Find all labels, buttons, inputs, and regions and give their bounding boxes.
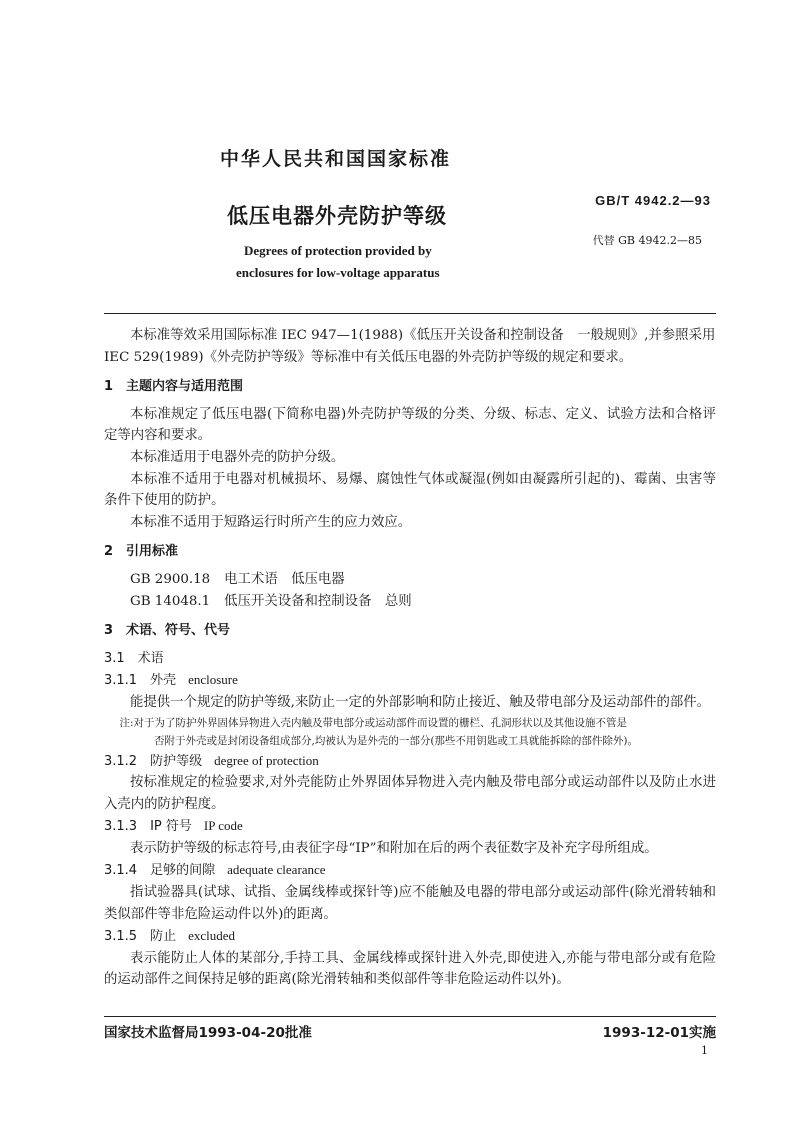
page-number: 1	[701, 1044, 708, 1057]
term-cn: 3.1.2 防护等级	[104, 753, 203, 769]
term-3-1-4-definition: 指试验器具(试球、试指、金属线棒或探针等)应不能触及电器的带电部分或运动部件(除光滑转轴和类似部件等非危险运动件以外)的距离。	[104, 885, 716, 922]
reference-title: 低压开关设备和控制设备 总则	[224, 593, 412, 609]
footer-divider	[104, 1016, 716, 1017]
term-3-1-1	[104, 669, 716, 692]
section-1-p1: 本标准规定了低压电器(下简称电器)外壳防护等级的分类、分级、标志、定义、试验方法和合格评定等内容和要求。	[104, 406, 716, 444]
section-3-heading: 3 术语、符号、代号	[104, 623, 231, 639]
note-line1: 注:对于为了防护外界固体异物进入壳内触及带电部分或运动部件而设置的栅栏、孔洞形状以及其他设施不管是	[119, 716, 628, 729]
term-3-1-2-definition: 按标准规定的检验要求,对外壳能防止外界固体异物进入壳内触及带电部分或运动部件以及防止水进入壳内的防护程度。	[104, 775, 716, 812]
reference-item	[104, 591, 716, 613]
standard-number: GB/T 4942.2—93	[595, 193, 711, 208]
document-title: 低压电器外壳防护等级	[227, 204, 447, 228]
term-cn: 3.1.4 足够的间隙	[104, 863, 216, 879]
reference-code: GB 14048.1	[130, 593, 211, 609]
term-en: IP code	[203, 818, 243, 834]
section-1-p4: 本标准不适用于短路运行时所产生的应力效应。	[130, 514, 412, 530]
term-cn: 3.1.5 防止	[104, 929, 177, 945]
english-title-line2: enclosures for low-voltage apparatus	[236, 265, 440, 280]
term-cn: 3.1.1 外壳	[104, 673, 177, 689]
reference-title: 电工术语 低压电器	[224, 571, 345, 587]
reference-code: GB 2900.18	[130, 571, 211, 587]
document-body	[104, 325, 716, 991]
section-1-p2: 本标准适用于电器外壳的防护分级。	[130, 449, 345, 465]
term-en: enclosure	[188, 672, 238, 688]
section-1-heading: 1 主题内容与适用范围	[104, 379, 244, 395]
term-3-1-5-definition: 表示能防止人体的某部分,手持工具、金属线棒或探针进入外壳,即使进入,亦能与带电部分或有危险的运动部件之间保持足够的距离(除光滑转轴和类似部件等非危险运动件以外)。	[104, 950, 716, 988]
intro-line2: IEC 529(1989)《外壳防护等级》等标准中有关低压电器的外壳防护等级的规定和要求。	[104, 349, 633, 365]
approval-date: 国家技术监督局1993-04-20批准	[104, 1025, 312, 1041]
subsection-3-1: 3.1 术语	[104, 650, 164, 666]
english-title-line1: Degrees of protection provided by	[244, 243, 432, 258]
term-en: adequate clearance	[227, 862, 326, 878]
replaces-standard: 代替 GB 4942.2—85	[592, 234, 702, 247]
term-en: excluded	[188, 928, 235, 944]
section-2-heading: 2 引用标准	[104, 544, 179, 560]
term-3-1-4	[104, 859, 716, 882]
effective-date: 1993-12-01实施	[602, 1025, 716, 1041]
national-standard-label: 中华人民共和国国家标准	[220, 148, 452, 170]
note-line2: 否附于外壳或是封闭设备组成部分,均被认为是外壳的一部分(那些不用钥匙或工具就能拆除的部件除外)。	[154, 734, 639, 747]
reference-item	[104, 569, 716, 591]
section-1-p3: 本标准不适用于电器对机械损坏、易爆、腐蚀性气体或凝湿(例如由凝露所引起的)、霉菌、虫害等条件下使用的防护。	[104, 471, 716, 509]
term-3-1-3-definition: 表示防护等级的标志符号,由表征字母“IP”和附加在后的两个表征数字及补充字母所组成。	[130, 840, 658, 856]
term-cn: 3.1.3 IP 符号	[104, 819, 192, 835]
header-divider	[104, 313, 716, 314]
term-3-1-5	[104, 925, 716, 948]
intro-line1: 本标准等效采用国际标准 IEC 947—1(1988)《低压开关设备和控制设备 一般规则》,并参照采用	[130, 328, 716, 343]
term-en: degree of protection	[214, 752, 319, 768]
term-3-1-2	[104, 750, 716, 773]
term-3-1-1-definition: 能提供一个规定的防护等级,来防止一定的外部影响和防止接近、触及带电部分及运动部件的部件。	[130, 694, 711, 710]
term-3-1-3	[104, 815, 716, 838]
